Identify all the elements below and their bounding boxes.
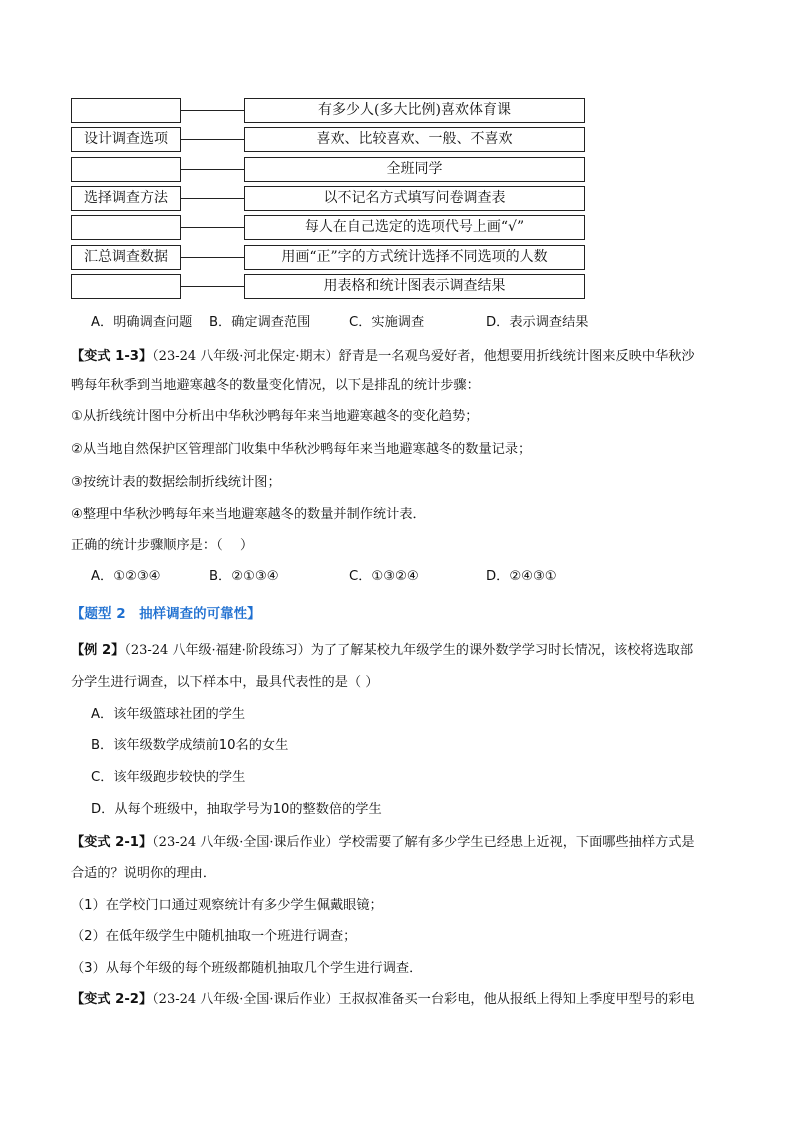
right-box-1: 有多少人(多大比例)喜欢体育课 bbox=[244, 98, 585, 123]
v22-text1: 王叔叔准备买一台彩电，他从报纸上得知上季度甲型号的彩电 bbox=[338, 992, 695, 1007]
ex2-label: 【例 2】 bbox=[71, 643, 125, 658]
v13-step-4: ④整理中华秋沙鸭每年来当地避寒越冬的数量并制作统计表． bbox=[71, 507, 426, 522]
right-box-3: 全班同学 bbox=[244, 157, 585, 182]
v13-option-a: A．①②③④ bbox=[91, 569, 161, 584]
v22-source: （23-24 八年级·全国·课后作业） bbox=[152, 992, 339, 1007]
v22-label: 【变式 2-2】 bbox=[71, 992, 153, 1007]
v13-question: 正确的统计步骤顺序是：（ ） bbox=[71, 538, 254, 553]
left-box-5 bbox=[71, 215, 181, 240]
v21-intro-line1 bbox=[71, 833, 695, 853]
q1-option-b: B．确定调查范围 bbox=[209, 315, 311, 330]
connector-line bbox=[181, 139, 244, 140]
connector-line bbox=[181, 227, 244, 228]
v21-item-1: （1）在学校门口通过观察统计有多少学生佩戴眼镜； bbox=[71, 898, 383, 913]
ex2-option-d: D．从每个班级中，抽取学号为10的整数倍的学生 bbox=[91, 802, 382, 817]
left-box-2: 设计调查选项 bbox=[71, 127, 181, 152]
left-box-3 bbox=[71, 157, 181, 182]
v21-source: （23-24 八年级·全国·课后作业） bbox=[152, 835, 339, 850]
ex2-option-a: A．该年级篮球社团的学生 bbox=[91, 707, 246, 722]
left-box-1 bbox=[71, 98, 181, 123]
v21-text1: 学校需要了解有多少学生已经患上近视，下面哪些抽样方式是 bbox=[338, 835, 695, 850]
left-box-4: 选择调查方法 bbox=[71, 186, 181, 211]
right-box-4: 以不记名方式填写问卷调查表 bbox=[244, 186, 585, 211]
connector-line bbox=[181, 169, 244, 170]
v13-source: （23-24 八年级·河北保定·期末） bbox=[152, 349, 339, 364]
v13-option-b: B．②①③④ bbox=[209, 569, 279, 584]
connector-line bbox=[181, 257, 244, 258]
v21-item-3: （3）从每个年级的每个班级都随机抽取几个学生进行调查． bbox=[71, 961, 423, 976]
v22-intro-line1 bbox=[71, 990, 695, 1010]
v13-step-2: ②从当地自然保护区管理部门收集中华秋沙鸭每年来当地避寒越冬的数量记录； bbox=[71, 442, 532, 457]
ex2-text2: 分学生进行调查，以下样本中，最具代表性的是（ ） bbox=[71, 675, 379, 690]
connector-line bbox=[181, 286, 244, 287]
ex2-text1: 为了了解某校九年级学生的课外数学学习时长情况，该校将选取部 bbox=[310, 643, 694, 658]
ex2-intro-line1 bbox=[71, 641, 693, 661]
ex2-option-b: B．该年级数学成绩前10名的女生 bbox=[91, 738, 289, 753]
q1-option-a: A．明确调查问题 bbox=[91, 315, 193, 330]
v21-text2: 合适的？说明你的理由． bbox=[71, 866, 217, 881]
topic2-heading: 【题型 2 抽样调查的可靠性】 bbox=[71, 606, 261, 622]
q1-option-d: D．表示调查结果 bbox=[486, 315, 589, 330]
right-box-2: 喜欢、比较喜欢、一般、不喜欢 bbox=[244, 127, 585, 152]
v21-label: 【变式 2-1】 bbox=[71, 835, 153, 850]
ex2-option-c: C．该年级跑步较快的学生 bbox=[91, 770, 246, 785]
v13-step-3: ③按统计表的数据绘制折线统计图； bbox=[71, 475, 281, 490]
left-box-7 bbox=[71, 274, 181, 299]
right-box-7: 用表格和统计图表示调查结果 bbox=[244, 274, 585, 299]
v13-text2: 鸭每年秋季到当地避寒越冬的数量变化情况，以下是排乱的统计步骤： bbox=[71, 378, 480, 393]
q1-option-c: C．实施调查 bbox=[349, 315, 425, 330]
v21-item-2: （2）在低年级学生中随机抽取一个班进行调查； bbox=[71, 929, 357, 944]
connector-line bbox=[181, 110, 244, 111]
v13-label: 【变式 1-3】 bbox=[71, 349, 153, 364]
connector-line bbox=[181, 198, 244, 199]
v13-option-c: C．①③②④ bbox=[349, 569, 419, 584]
v13-step-1: ①从折线统计图中分析出中华秋沙鸭每年来当地避寒越冬的变化趋势； bbox=[71, 409, 479, 424]
v13-option-d: D．②④③① bbox=[486, 569, 557, 584]
v13-text1: 舒青是一名观鸟爱好者，他想要用折线统计图来反映中华秋沙 bbox=[338, 349, 695, 364]
right-box-5: 每人在自己选定的选项代号上画“√” bbox=[244, 215, 585, 240]
right-box-6: 用画“正”字的方式统计选择不同选项的人数 bbox=[244, 245, 585, 270]
ex2-source: （23-24 八年级·福建·阶段练习） bbox=[124, 643, 311, 658]
left-box-6: 汇总调查数据 bbox=[71, 245, 181, 270]
v13-intro-line1 bbox=[71, 347, 695, 367]
